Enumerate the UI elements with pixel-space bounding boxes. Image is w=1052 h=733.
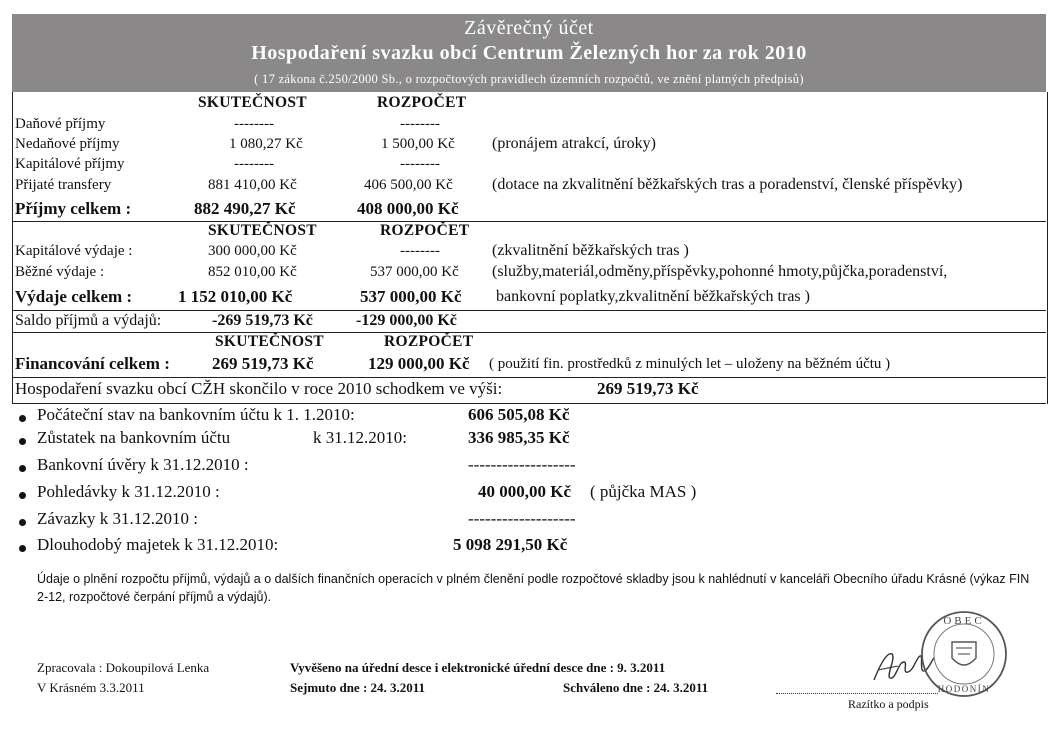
income-budget-nontax: 1 500,00 Kč [381,136,455,152]
income-actual-transfers: 881 410,00 Kč [208,177,297,193]
income-total-budget: 408 000,00 Kč [357,199,459,218]
bullet-label-receivables: Pohledávky k 31.12.2010 : [37,482,220,501]
bullet-dot [19,545,26,552]
bullet-extra-receivables: ( půjčka MAS ) [590,482,697,501]
income-note-transfers: (dotace na zkvalitnění běžkařských tras a poradenství, členské příspěvky) [492,176,963,193]
stamp-bottom-text: HODONÍN [937,684,991,694]
bullet-value-liabilities: ------------------- [468,509,576,528]
bullet-label-bank-loans: Bankovní úvěry k 31.12.2010 : [37,455,249,474]
rule-income-end [12,221,1046,222]
bullet-dot [19,438,26,445]
bullet-dot [19,415,26,422]
bullet-dot [19,492,26,499]
header-banner [12,14,1046,92]
income-budget-transfers: 406 500,00 Kč [364,177,453,193]
saldo-actual: -269 519,73 Kč [212,312,313,329]
expense-label-current: Běžné výdaje : [15,264,105,280]
income-label-tax: Daňové příjmy [15,116,106,132]
income-label-nontax: Nedaňové příjmy [15,136,120,152]
document-title: Závěrečný účet [464,17,594,39]
official-stamp [918,608,1010,700]
rule-saldo-end [12,332,1046,333]
expense-note-capital: (zkvalitnění běžkařských tras ) [492,242,689,259]
rule-financing-end [12,377,1046,378]
col-header-actual-expenses: SKUTEČNOST [208,222,317,239]
expense-note-current: (služby,materiál,odměny,příspěvky,pohonné hmoty,půjčka,poradenství, [492,263,948,280]
stamp-top-text: OBEC [943,615,985,627]
bullet-dot [19,465,26,472]
income-actual-tax: -------- [234,116,274,132]
col-header-budget-expenses: ROZPOČET [380,222,470,239]
expense-total-budget: 537 000,00 Kč [360,287,462,306]
financing-note: ( použití fin. prostředků z minulých let – uloženy na běžném účtu ) [489,356,891,372]
saldo-budget: -129 000,00 Kč [356,312,457,329]
expense-budget-capital: -------- [400,243,440,259]
rule-result-end [12,403,1046,404]
income-actual-nontax: 1 080,27 Kč [229,136,303,152]
col-header-budget-financing: ROZPOČET [384,333,474,350]
expense-label-capital: Kapitálové výdaje : [15,243,133,259]
expense-total-actual: 1 152 010,00 Kč [178,287,293,306]
bullet-value-bank-loans: ------------------- [468,455,576,474]
col-header-actual-financing: SKUTEČNOST [215,333,324,350]
bullet-value-receivables: 40 000,00 Kč [478,482,572,501]
income-note-nontax: (pronájem atrakcí, úroky) [492,135,656,152]
income-actual-capital: -------- [234,156,274,172]
bullet-value-opening-balance: 606 505,08 Kč [468,405,570,424]
income-label-transfers: Přijaté transfery [15,177,112,193]
bullet-label-long-term-assets: Dlouhodobý majetek k 31.12.2010: [37,535,279,554]
income-budget-tax: -------- [400,116,440,132]
financing-actual: 269 519,73 Kč [212,354,314,373]
bullet-value-long-term-assets: 5 098 291,50 Kč [453,535,568,554]
result-text: Hospodaření svazku obcí CŽH skončilo v roce 2010 schodkem ve výši: [15,379,503,398]
expense-actual-current: 852 010,00 Kč [208,264,297,280]
expense-budget-current: 537 000,00 Kč [370,264,459,280]
bullet-label-opening-balance: Počáteční stav na bankovním účtu k 1. 1.2010: [37,405,355,424]
signature-line [776,693,938,694]
financing-budget: 129 000,00 Kč [368,354,470,373]
footer-removed: Sejmuto dne : 24. 3.2011 [290,680,426,695]
expense-total-note: bankovní poplatky,zkvalitnění běžkařských tras ) [496,288,810,305]
financing-label: Financování celkem : [15,354,170,373]
result-value: 269 519,73 Kč [597,379,699,398]
legal-reference: ( 17 zákona č.250/2000 Sb., o rozpočtových pravidlech územních rozpočtů, ve znění platných předpisů) [254,72,804,86]
income-budget-capital: -------- [400,156,440,172]
explanatory-note: Údaje o plnění rozpočtu příjmů, výdajů a o dalších finančních operacích v plném členění podle rozpočtové skladby jsou k nahlédnutí v kanceláři Obecního úřadu Krásné (výkaz FIN 2-12, rozpočtové čerpání příjmů a výdajů). [37,572,1030,604]
footer-posted: Vyvěšeno na úřední desce i elektronické úřední desce dne : 9. 3.2011 [290,660,666,675]
footer-approved: Schváleno dne : 24. 3.2011 [563,680,709,695]
footer-prepared-by: Zpracovala : Dokoupilová Lenka [37,660,210,675]
signature-label: Razítko a podpis [848,697,929,711]
expense-total-label: Výdaje celkem : [15,287,133,306]
rule-expenses-end [12,310,1046,311]
col-header-actual: SKUTEČNOST [198,94,307,111]
expense-actual-capital: 300 000,00 Kč [208,243,297,259]
saldo-label: Saldo příjmů a výdajů: [15,312,162,329]
footer-place-date: V Krásném 3.3.2011 [37,680,145,695]
bullet-dot [19,519,26,526]
document-subtitle: Hospodaření svazku obcí Centrum Železných hor za rok 2010 [251,42,807,64]
income-total-actual: 882 490,27 Kč [194,199,296,218]
income-label-capital: Kapitálové příjmy [15,156,125,172]
col-header-budget: ROZPOČET [377,94,467,111]
bullet-label-closing-balance: Zůstatek na bankovním účtu [37,428,231,447]
bullet-label-liabilities: Závazky k 31.12.2010 : [37,509,198,528]
bullet-value-closing-balance: 336 985,35 Kč [468,428,570,447]
income-total-label: Příjmy celkem : [15,199,132,218]
bullet-date-closing-balance: k 31.12.2010: [313,428,407,447]
